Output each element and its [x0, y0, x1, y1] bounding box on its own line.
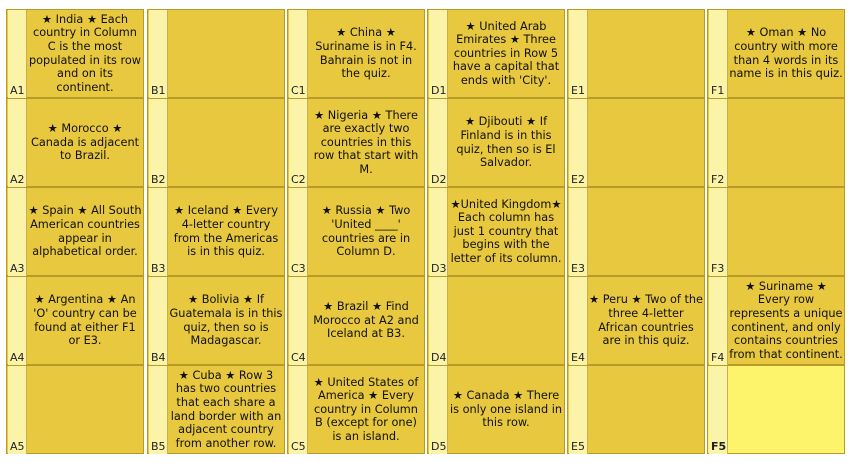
cell-label: C5 [289, 366, 308, 454]
grid-cell-c5[interactable] [287, 365, 425, 454]
cell-clue [588, 10, 704, 97]
cell-label: D5 [429, 366, 448, 454]
cell-label: D4 [429, 277, 448, 365]
grid-cell-b4[interactable] [147, 276, 285, 365]
grid-cell-b1[interactable] [147, 9, 285, 98]
cell-label: F5 [709, 366, 728, 454]
cell-label: F2 [709, 99, 728, 187]
cell-label: E3 [569, 188, 588, 276]
grid-cell-a2[interactable] [6, 98, 144, 187]
cell-clue: ★ Peru ★ Two of the three 4-letter African countries are in this quiz. [589, 293, 703, 348]
grid-cell-a3[interactable] [6, 187, 144, 276]
grid-cell-e3[interactable] [567, 187, 705, 276]
cell-clue: ★ China ★ Suriname is in F4. Bahrain is not in the quiz. [315, 26, 417, 81]
cell-clue: ★United Kingdom★ Each column has just 1 country that begins with the letter of its column. [450, 197, 562, 265]
grid-cell-c3[interactable] [287, 187, 425, 276]
cell-label: C2 [289, 99, 308, 187]
grid-cell-b3[interactable] [147, 187, 285, 276]
cell-label: F3 [709, 188, 728, 276]
grid-cell-b2[interactable] [147, 98, 285, 187]
grid-cell-e1[interactable] [567, 9, 705, 98]
cell-clue: ★ Iceland ★ Every 4-letter country from the Americas is in this quiz. [173, 204, 279, 259]
cell-clue: ★ Morocco ★ Canada is adjacent to Brazil. [30, 122, 140, 163]
cell-clue [27, 366, 143, 453]
cell-clue: ★ Djibouti ★ If Finland is in this quiz, then so is El Salvador. [456, 115, 556, 170]
grid-cell-c4[interactable] [287, 276, 425, 365]
cell-label: F1 [709, 10, 728, 98]
cell-clue [728, 99, 844, 186]
cell-label: A2 [8, 99, 27, 187]
cell-clue [448, 277, 564, 364]
cell-clue [588, 99, 704, 186]
grid-cell-d3[interactable] [427, 187, 565, 276]
cell-clue: ★ Russia ★ Two 'United ____' countries are in Column D. [321, 204, 411, 259]
cell-clue: ★ Argentina ★ An 'O' country can be found at either F1 or E3. [33, 293, 137, 348]
cell-label: C4 [289, 277, 308, 365]
grid-cell-f4[interactable] [707, 276, 845, 365]
cell-clue: ★ Bolivia ★ If Guatemala is in this quiz, then so is Madagascar. [169, 293, 283, 348]
cell-label: C3 [289, 188, 308, 276]
cell-clue: ★ India ★ Each country in Column C is the most populated in its row and on its continent. [28, 12, 142, 94]
grid-cell-d1[interactable] [427, 9, 565, 98]
cell-label: A4 [8, 277, 27, 365]
cell-label: C1 [289, 10, 308, 98]
grid-cell-f2[interactable] [707, 98, 845, 187]
cell-label: B1 [149, 10, 168, 98]
cell-clue: ★ Oman ★ No country with more than 4 words in its name is in this quiz. [729, 26, 843, 81]
grid-cell-f1[interactable] [707, 9, 845, 98]
cell-label: D3 [429, 188, 448, 276]
cell-label: F4 [709, 277, 728, 365]
cell-label: B5 [149, 366, 168, 454]
grid-cell-e2[interactable] [567, 98, 705, 187]
grid-cell-a5[interactable] [6, 365, 144, 454]
cell-label: B3 [149, 188, 168, 276]
cell-label: B4 [149, 277, 168, 365]
cell-label: E2 [569, 99, 588, 187]
grid-cell-c1[interactable] [287, 9, 425, 98]
cell-clue: ★ Nigeria ★ There are exactly two countries in this row that start with M. [313, 108, 419, 176]
cell-label: A3 [8, 188, 27, 276]
cell-clue [728, 366, 844, 453]
grid-cell-c2[interactable] [287, 98, 425, 187]
grid-cell-e5[interactable] [567, 365, 705, 454]
grid-cell-d2[interactable] [427, 98, 565, 187]
grid-cell-a1[interactable] [6, 9, 144, 98]
grid-cell-e4[interactable] [567, 276, 705, 365]
cell-clue: ★ Suriname ★ Every row represents a unique continent, and only contains countries from that continent. [729, 279, 843, 361]
cell-clue: ★ United States of America ★ Every country in Column B (except for one) is an island. [313, 375, 419, 443]
grid-cell-a4[interactable] [6, 276, 144, 365]
cell-label: B2 [149, 99, 168, 187]
grid-cell-b5[interactable] [147, 365, 285, 454]
cell-clue [728, 188, 844, 275]
cell-clue [588, 188, 704, 275]
cell-clue [168, 10, 284, 97]
cell-label: A5 [8, 366, 27, 454]
grid-cell-f3[interactable] [707, 187, 845, 276]
cell-clue: ★ Spain ★ All South American countries appear in alphabetical order. [28, 204, 142, 259]
cell-label: E5 [569, 366, 588, 454]
cell-label: E1 [569, 10, 588, 98]
cell-clue: ★ United Arab Emirates ★ Three countries in Row 5 have a capital that ends with 'City'. [452, 19, 560, 87]
cell-label: E4 [569, 277, 588, 365]
grid-cell-d4[interactable] [427, 276, 565, 365]
cell-label: A1 [8, 10, 27, 98]
cell-label: D1 [429, 10, 448, 98]
cell-clue: ★ Canada ★ There is only one island in this row. [449, 389, 563, 430]
cell-clue [168, 99, 284, 186]
grid-cell-f5[interactable] [707, 365, 845, 454]
cell-label: D2 [429, 99, 448, 187]
cell-clue [588, 366, 704, 453]
cell-clue: ★ Brazil ★ Find Morocco at A2 and Iceland at B3. [313, 300, 419, 341]
grid-cell-d5[interactable] [427, 365, 565, 454]
cell-clue: ★ Cuba ★ Row 3 has two countries that each share a land border with an adjacent country from another row. [170, 368, 282, 450]
